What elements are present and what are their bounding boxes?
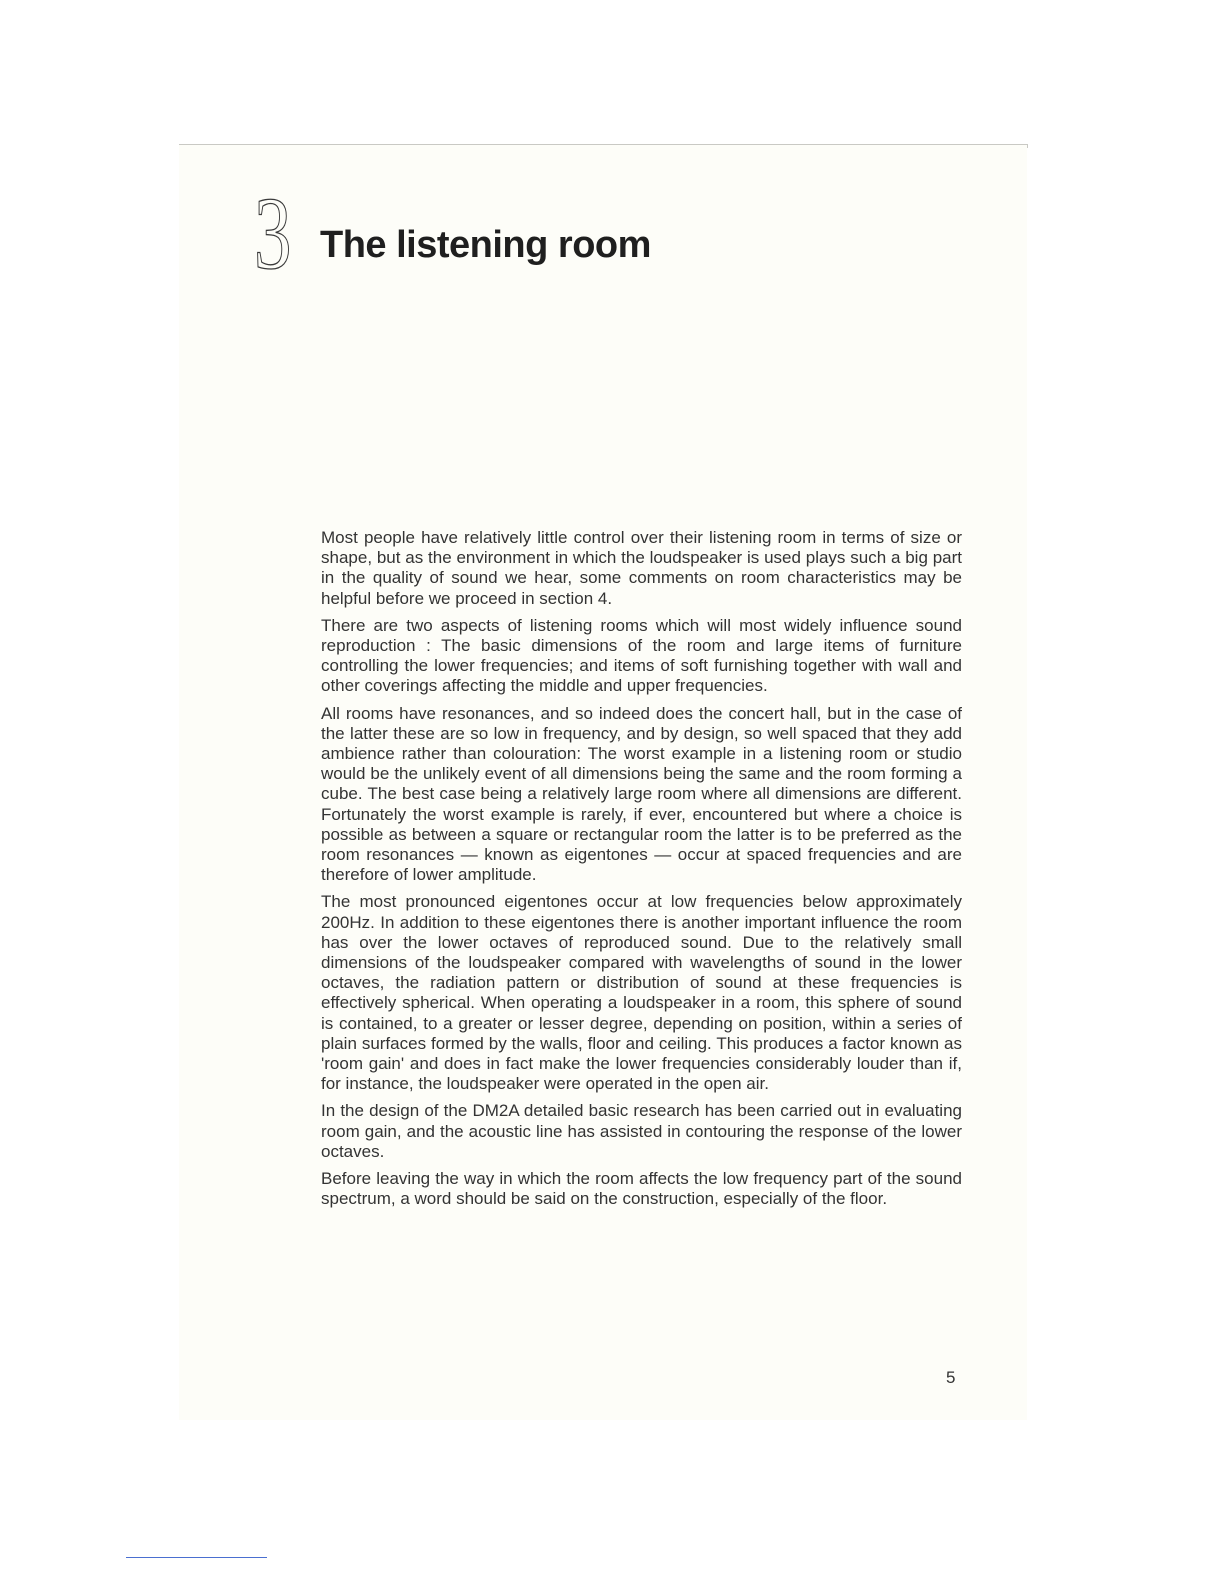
footnote-rule xyxy=(126,1557,267,1558)
chapter-number: 3 xyxy=(254,176,290,291)
paragraph-4: The most pronounced eigentones occur at low frequencies below approximately 200Hz. In addition to these eigentones there is another important influence the room has over the lower octaves of reproduced sound. Due to the relatively small dimensions of the loudspeaker compared with wavelengths of sound in the lower octaves, the radiation pattern or distribution of sound at these frequencies is effectively spherical. When operating a loudspeaker in a room, this sphere of sound is contained, to a greater or lesser degree, depending on position, within a series of plain surfaces formed by the walls, floor and ceiling. This produces a factor known as 'room gain' and does in fact make the lower frequencies considerably louder than if, for instance, the loudspeaker were operated in the open air. xyxy=(321,892,962,1094)
chapter-title: The listening room xyxy=(320,224,651,266)
paragraph-3: All rooms have resonances, and so indeed does the concert hall, but in the case of the latter these are so low in frequency, and by design, so well spaced that they add ambience rather than colouration: The worst example in a listening room or studio would be the unlikely event of all dimensions being the same and the room forming a cube. The best case being a relatively large room where all dimensions are different. Fortunately the worst example is rarely, if ever, encountered but where a choice is possible as between a square or rectangular room the latter is to be preferred as the room resonances — known as eigentones — occur at spaced frequencies and are therefore of lower amplitude. xyxy=(321,703,962,885)
paragraph-2: There are two aspects of listening rooms which will most widely influence sound reproduction : The basic dimensions of the room and large items of furniture controlling the lower frequencies; and items of soft furnishing together with wall and other coverings affecting the middle and upper frequencies. xyxy=(321,615,962,696)
paragraph-1: Most people have relatively little control over their listening room in terms of size or shape, but as the environment in which the loudspeaker is used plays such a big part in the quality of sound we hear, some comments on room characteristics may be helpful before we proceed in section 4. xyxy=(321,528,962,608)
body-text xyxy=(321,528,962,1217)
paragraph-6: Before leaving the way in which the room affects the low frequency part of the sound spectrum, a word should be said on the construction, especially of the floor. xyxy=(321,1169,962,1209)
paragraph-5: In the design of the DM2A detailed basic research has been carried out in evaluating room gain, and the acoustic line has assisted in contouring the response of the lower octaves. xyxy=(321,1101,962,1161)
page-number: 5 xyxy=(946,1368,956,1387)
